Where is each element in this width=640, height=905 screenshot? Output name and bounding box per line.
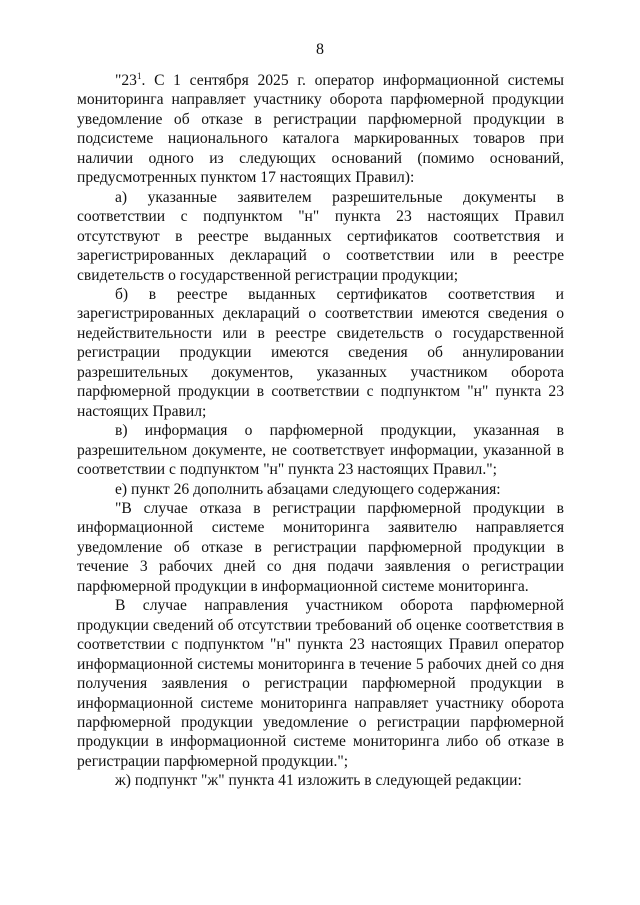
page-number: 8	[316, 41, 324, 58]
paragraph-no-conformity-requirements: В случае направления участником оборота парфюмерной продукции сведений об отсутствии требований об оценке соответствия в соответствии с подпунктом "н" пункта 23 настоящих Правил оператор информационной системы мониторинга в течение 5 рабочих дней со дня получения заявления о регистрации парфюмерной продукции в информационной системе мониторинга направляет участнику оборота парфюмерной продукции уведомление о регистрации парфюмерной продукции в информационной системе мониторинга либо об отказе в регистрации парфюмерной продукции.";	[77, 597, 564, 770]
document-body	[77, 71, 564, 791]
paragraph-subitem-b: б) в реестре выданных сертификатов соответствия и зарегистрированных деклараций о соответствии имеются сведения о недействительности или в реестре свидетельств о государственной регистрации продукции имеются сведения об аннулировании разрешительных документов, указанных участником оборота парфюмерной продукции в соответствии с подпунктом "н" пункта 23 настоящих Правил;	[77, 285, 564, 420]
paragraph-text: . С 1 сентября 2025 г. оператор информационной системы мониторинга направляет участнику оборота парфюмерной продукции уведомление об отказе в регистрации парфюмерной продукции в подсистеме национального каталога маркированных товаров при наличии одного из следующих оснований (помимо оснований, предусмотренных пунктом 17 настоящих Правил):	[77, 72, 564, 187]
paragraph-item-zh: ж) подпункт "ж" пункта 41 изложить в следующей редакции:	[115, 772, 522, 790]
paragraph-number-prefix: "23	[115, 72, 137, 89]
paragraph-subitem-a: а) указанные заявителем разрешительные документы в соответствии с подпунктом "н" пункта 23 настоящих Правил отсутствуют в реестре выданных сертификатов соответствия и зарегистрированных деклараций о соответствии или в реестре свидетельств о государственной регистрации продукции;	[77, 188, 564, 284]
paragraph-refusal-notice: "В случае отказа в регистрации парфюмерной продукции в информационной системе мониторинга заявителю направляется уведомление об отказе в регистрации парфюмерной продукции в течение 3 рабочих дней со дня подачи заявления о регистрации парфюмерной продукции в информационной системе мониторинга.	[77, 499, 564, 595]
superscript-index: 1	[136, 70, 142, 81]
paragraph-subitem-v: в) информация о парфюмерной продукции, указанная в разрешительном документе, не соответствует информации, указанной в соответствии с подпунктом "н" пункта 23 настоящих Правил.";	[77, 422, 564, 479]
paragraph-item-23-1	[77, 71, 564, 188]
paragraph-item-e: е) пункт 26 дополнить абзацами следующего содержания:	[115, 480, 501, 498]
